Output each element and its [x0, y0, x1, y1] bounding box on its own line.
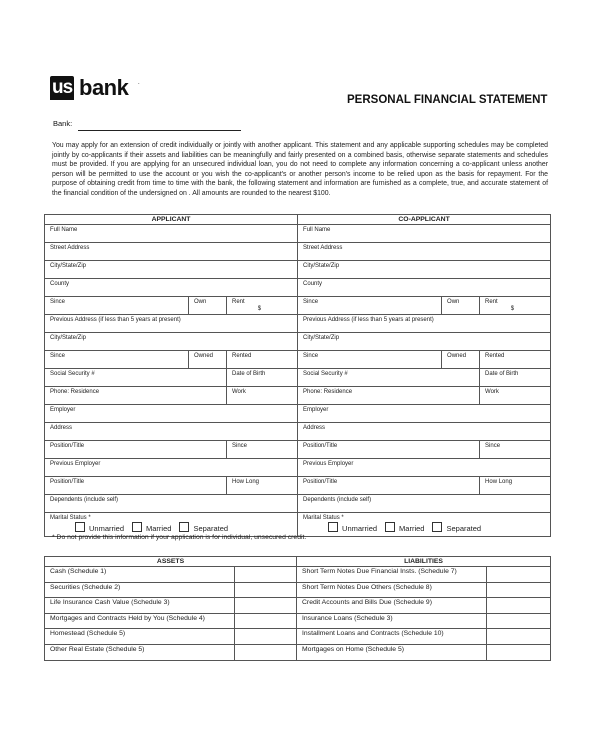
liability-label: Credit Accounts and Bills Due (Schedule 9): [297, 598, 487, 614]
assets-liabilities-table: [44, 556, 551, 661]
co-applicant-prev-city-state-zip-field[interactable]: [298, 333, 551, 351]
liability-label: Installment Loans and Contracts (Schedule 10): [297, 629, 487, 645]
field-label: Owned: [447, 353, 467, 359]
applicant-owned-field[interactable]: [189, 351, 227, 369]
table-row: [45, 644, 551, 660]
applicant-dob-field[interactable]: [227, 369, 298, 387]
field-label: City/State/Zip: [303, 263, 340, 269]
asset-amount-field[interactable]: [235, 629, 297, 645]
applicant-table: [44, 214, 551, 537]
married-checkbox[interactable]: [132, 522, 142, 532]
co-applicant-prev-since-field[interactable]: [298, 351, 442, 369]
asset-label: Securities (Schedule 2): [45, 582, 235, 598]
co-applicant-county-field[interactable]: [298, 279, 551, 297]
co-applicant-dependents-field[interactable]: [298, 495, 551, 513]
applicant-position-field[interactable]: [45, 441, 227, 459]
field-label: Date of Birth: [485, 371, 519, 377]
field-label: Previous Address (if less than 5 years at present): [50, 317, 181, 323]
field-label: Date of Birth: [232, 371, 266, 377]
co-applicant-full-name-field[interactable]: [298, 225, 551, 243]
bank-label: Bank:: [53, 119, 73, 128]
table-row: [45, 567, 551, 583]
co-applicant-street-address-field[interactable]: [298, 243, 551, 261]
assets-header: ASSETS: [45, 557, 297, 567]
co-applicant-since-field[interactable]: [298, 297, 442, 315]
field-label: Previous Employer: [303, 461, 354, 467]
applicant-employer-address-field[interactable]: [45, 423, 298, 441]
field-label: Own: [194, 299, 207, 305]
applicant-prev-city-state-zip-field[interactable]: [45, 333, 298, 351]
co-applicant-employer-field[interactable]: [298, 405, 551, 423]
asset-amount-field[interactable]: [235, 598, 297, 614]
field-label: Phone: Residence: [50, 389, 100, 395]
field-label: Address: [50, 425, 73, 431]
unmarried-label: Unmarried: [342, 524, 378, 533]
married-checkbox[interactable]: [385, 522, 395, 532]
co-applicant-position-since-field[interactable]: [480, 441, 551, 459]
field-label: Previous Address (if less than 5 years at present): [303, 317, 434, 323]
liability-label: Insurance Loans (Schedule 3): [297, 613, 487, 629]
unmarried-checkbox[interactable]: [75, 522, 85, 532]
asset-label: Mortgages and Contracts Held by You (Schedule 4): [45, 613, 235, 629]
applicant-header: APPLICANT: [45, 215, 298, 225]
asset-label: Other Real Estate (Schedule 5): [45, 644, 235, 660]
applicant-city-state-zip-field[interactable]: [45, 261, 298, 279]
applicant-full-name-field[interactable]: [45, 225, 298, 243]
liability-amount-field[interactable]: [487, 567, 551, 583]
dollar-sign: $: [257, 306, 262, 312]
logo-bank-text: bank: [79, 75, 129, 100]
separated-label: Separated: [446, 524, 482, 533]
applicant-street-address-field[interactable]: [45, 243, 298, 261]
co-applicant-how-long-field[interactable]: [480, 477, 551, 495]
married-label: Married: [399, 524, 425, 533]
field-label: Employer: [50, 407, 76, 413]
field-label: County: [303, 281, 323, 287]
field-label: Marital Status *: [303, 515, 344, 521]
logo-dot: .: [138, 80, 140, 86]
field-label: Phone: Residence: [303, 389, 353, 395]
field-label: Position/Title: [303, 479, 338, 485]
field-label: Dependents (include self): [303, 497, 372, 503]
liability-label: Mortgages on Home (Schedule 5): [297, 644, 487, 660]
field-label: Full Name: [50, 227, 78, 233]
field-label: Dependents (include self): [50, 497, 119, 503]
co-applicant-owned-field[interactable]: [442, 351, 480, 369]
separated-label: Separated: [193, 524, 229, 533]
applicant-rented-field[interactable]: [227, 351, 298, 369]
field-label: Since: [485, 443, 501, 449]
co-applicant-phone-residence-field[interactable]: [298, 387, 480, 405]
co-applicant-employer-address-field[interactable]: [298, 423, 551, 441]
unmarried-checkbox[interactable]: [328, 522, 338, 532]
applicant-marital-status-field: [45, 513, 298, 537]
field-label: Position/Title: [50, 443, 85, 449]
field-label: Previous Employer: [50, 461, 101, 467]
asset-amount-field[interactable]: [235, 644, 297, 660]
applicant-since-field[interactable]: [45, 297, 189, 315]
field-label: Since: [303, 353, 319, 359]
field-label: Rented: [485, 353, 505, 359]
field-label: Work: [485, 389, 499, 395]
liability-amount-field[interactable]: [487, 598, 551, 614]
field-label: How Long: [485, 479, 513, 485]
co-applicant-city-state-zip-field[interactable]: [298, 261, 551, 279]
usbank-logo: [50, 76, 150, 102]
co-applicant-position-field[interactable]: [298, 441, 480, 459]
liabilities-header: LIABILITIES: [297, 557, 551, 567]
field-label: How Long: [232, 479, 260, 485]
applicant-how-long-field[interactable]: [227, 477, 298, 495]
field-label: Street Address: [303, 245, 343, 251]
applicant-prev-since-field[interactable]: [45, 351, 189, 369]
separated-checkbox[interactable]: [179, 522, 189, 532]
co-applicant-rent-field[interactable]: [480, 297, 551, 315]
asset-amount-field[interactable]: [235, 567, 297, 583]
co-applicant-ssn-field[interactable]: [298, 369, 480, 387]
field-label: Position/Title: [303, 443, 338, 449]
field-label: Street Address: [50, 245, 90, 251]
asset-label: Cash (Schedule 1): [45, 567, 235, 583]
table-row: [45, 613, 551, 629]
co-applicant-own-field[interactable]: [442, 297, 480, 315]
field-label: Full Name: [303, 227, 331, 233]
liability-amount-field[interactable]: [487, 644, 551, 660]
table-row: [45, 582, 551, 598]
co-applicant-marital-status-field: [298, 513, 551, 537]
field-label: Since: [303, 299, 319, 305]
logo-us-mark: us: [52, 77, 73, 98]
asset-label: Life Insurance Cash Value (Schedule 3): [45, 598, 235, 614]
field-label: Since: [50, 353, 66, 359]
co-applicant-dob-field[interactable]: [480, 369, 551, 387]
field-label: Rent: [485, 299, 498, 305]
applicant-dependents-field[interactable]: [45, 495, 298, 513]
bank-field-line[interactable]: [78, 130, 241, 131]
applicant-prev-position-field[interactable]: [45, 477, 227, 495]
field-label: Position/Title: [50, 479, 85, 485]
liability-label: Short Term Notes Due Others (Schedule 8): [297, 582, 487, 598]
unmarried-label: Unmarried: [89, 524, 125, 533]
field-label: Work: [232, 389, 246, 395]
field-label: City/State/Zip: [50, 263, 87, 269]
liability-amount-field[interactable]: [487, 629, 551, 645]
co-applicant-previous-employer-field[interactable]: [298, 459, 551, 477]
table-row: [45, 598, 551, 614]
field-label: Owned: [194, 353, 214, 359]
field-label: Social Security #: [50, 371, 95, 377]
applicant-rent-field[interactable]: [227, 297, 298, 315]
applicant-phone-work-field[interactable]: [227, 387, 298, 405]
co-applicant-header: CO-APPLICANT: [298, 215, 551, 225]
applicant-position-since-field[interactable]: [227, 441, 298, 459]
table-row: [45, 629, 551, 645]
field-label: Rent: [232, 299, 245, 305]
field-label: Own: [447, 299, 460, 305]
footnote: * Do not provide this information if your application is for individual, unsecured credit.: [52, 534, 307, 541]
field-label: Since: [50, 299, 66, 305]
field-label: Marital Status *: [50, 515, 91, 521]
field-label: City/State/Zip: [303, 335, 340, 341]
applicant-previous-employer-field[interactable]: [45, 459, 298, 477]
applicant-ssn-field[interactable]: [45, 369, 227, 387]
separated-checkbox[interactable]: [432, 522, 442, 532]
co-applicant-rented-field[interactable]: [480, 351, 551, 369]
married-label: Married: [146, 524, 172, 533]
applicant-phone-residence-field[interactable]: [45, 387, 227, 405]
field-label: Address: [303, 425, 326, 431]
asset-amount-field[interactable]: [235, 582, 297, 598]
co-applicant-previous-address-field[interactable]: [298, 315, 551, 333]
intro-paragraph: You may apply for an extension of credit individually or jointly with another applicant. This statement and any applicable supporting schedules may be completed jointly by co-applicants if their assets and liabilities can be meaningfully and fairly presented on a combined basis, otherwise separate statements and schedules must be provided. If you are applying for an unsecured individual loan, you do not need to complete any information concerning a co-applicant unless another person will be permitted to use the account or you wish the co-applicant's or another person's income to be relied upon as the basis for repayment. For the purpose of obtaining credit from time to time with the bank, the following statement and information are furnished as a complete, true, and accurate statement of the financial condition of the undersigned on . All amounts are rounded to the nearest $100.: [52, 142, 548, 197]
document-title: PERSONAL FINANCIAL STATEMENT: [347, 94, 548, 106]
field-label: Rented: [232, 353, 252, 359]
co-applicant-prev-position-field[interactable]: [298, 477, 480, 495]
applicant-previous-address-field[interactable]: [45, 315, 298, 333]
liability-label: Short Term Notes Due Financial Insts. (Schedule 7): [297, 567, 487, 583]
co-applicant-phone-work-field[interactable]: [480, 387, 551, 405]
asset-label: Homestead (Schedule 5): [45, 629, 235, 645]
field-label: Social Security #: [303, 371, 348, 377]
field-label: City/State/Zip: [50, 335, 87, 341]
field-label: Employer: [303, 407, 329, 413]
field-label: Since: [232, 443, 248, 449]
applicant-own-field[interactable]: [189, 297, 227, 315]
applicant-county-field[interactable]: [45, 279, 298, 297]
liability-amount-field[interactable]: [487, 582, 551, 598]
field-label: County: [50, 281, 70, 287]
asset-amount-field[interactable]: [235, 613, 297, 629]
applicant-employer-field[interactable]: [45, 405, 298, 423]
liability-amount-field[interactable]: [487, 613, 551, 629]
dollar-sign: $: [510, 306, 515, 312]
